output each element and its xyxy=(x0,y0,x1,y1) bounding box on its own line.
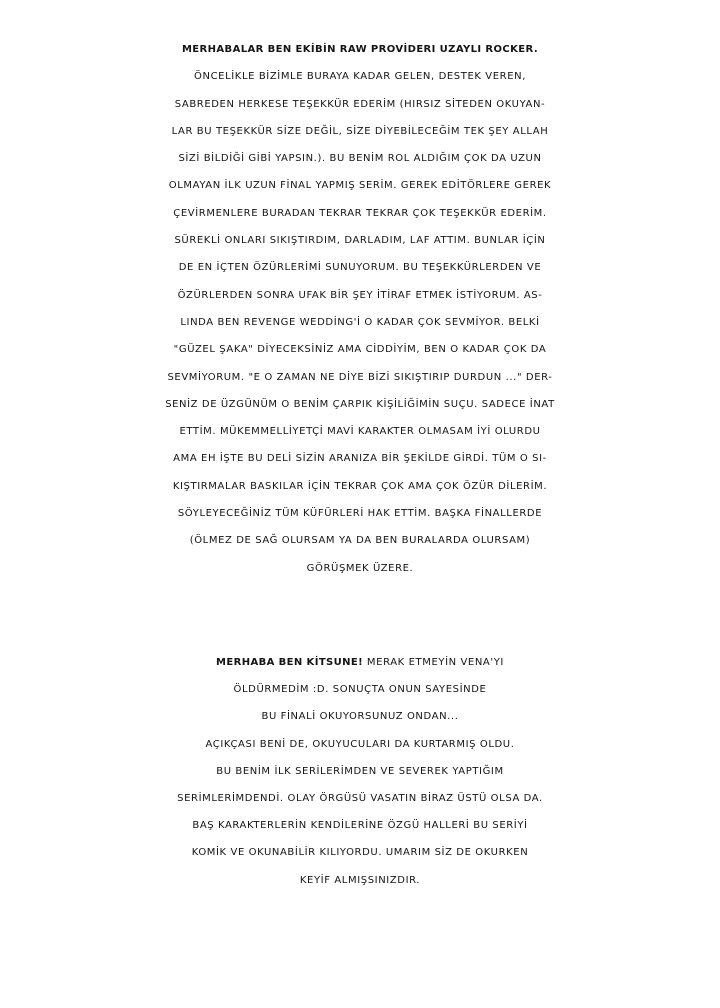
note-line: BU FİNALİ OKUYORSUNUZ ONDAN... xyxy=(261,711,459,723)
note-line: KEYİF ALMIŞSINIZDIR. xyxy=(299,874,421,886)
note-line-rest: MERAK ETMEYİN VENA'YI xyxy=(363,657,504,668)
note-line: SABREDEN HERKESE TEŞEKKÜR EDERİM (HIRSIZ SİTEDEN OKUYAN- xyxy=(174,98,546,110)
note-first-line xyxy=(0,649,720,676)
note-line: OLMAYAN İLK UZUN FİNAL YAPMIŞ SERİM. GEREK EDİTÖRLERE GEREK xyxy=(168,180,552,192)
note-heading: MERHABA BEN KİTSUNE! xyxy=(216,657,364,668)
note-line: KOMİK VE OKUNABİLİR KILIYORDU. UMARIM SİZ DE OKURKEN xyxy=(191,847,529,859)
note-line: GÖRÜŞMEK ÜZERE. xyxy=(306,562,414,574)
note-line: SÖYLEYECEĞİNİZ TÜM KÜFÜRLERİ HAK ETTİM. BAŞKA FİNALLERDE xyxy=(177,508,543,520)
note-line: ÖZÜRLERDEN SONRA UFAK BİR ŞEY İTİRAF ETMEK İSTİYORUM. AS- xyxy=(177,289,543,301)
note-heading: MERHABALAR BEN EKİBİN RAW PROVİDERI UZAYLI ROCKER. xyxy=(181,44,539,55)
note-line: BU BENİM İLK SERİLERİMDEN VE SEVEREK YAPTIĞIM xyxy=(216,765,504,777)
note-line: SÜREKLİ ONLARI SIKIŞTIRDIM, DARLADIM, LAF ATTIM. BUNLAR İÇİN xyxy=(174,235,546,247)
note-line: AMA EH İŞTE BU DELİ SİZİN ARANIZA BİR ŞEKİLDE GİRDİ. TÜM O SI- xyxy=(173,453,547,465)
note-line: SERİMLERİMDENDİ. OLAY ÖRGÜSÜ VASATIN BİRAZ ÜSTÜ OLSA DA. xyxy=(177,792,543,804)
note-line: SEVMİYORUM. "E O ZAMAN NE DİYE BİZİ SIKIŞTIRIP DURDUN ..." DER- xyxy=(167,371,553,383)
note-line: BAŞ KARAKTERLERİN KENDİLERİNE ÖZGÜ HALLERİ BU SERİYİ xyxy=(192,820,528,832)
note-line: SENİZ DE ÜZGÜNÜM O BENİM ÇARPIK KİŞİLİĞİMİN SUÇU. SADECE İNAT xyxy=(165,398,555,410)
note-line: AÇIKÇASI BENİ DE, OKUYUCULARI DA KURTARMIŞ OLDU. xyxy=(205,738,515,750)
note-line: LAR BU TEŞEKKÜR SİZE DEĞİL, SİZE DİYEBİLECEĞİM TEK ŞEY ALLAH xyxy=(171,125,549,137)
note-line: (ÖLMEZ DE SAĞ OLURSAM YA DA BEN BURALARDA OLURSAM) xyxy=(189,535,531,547)
note-line: KIŞTIRMALAR BASKILAR İÇİN TEKRAR ÇOK AMA ÇOK ÖZÜR DİLERİM. xyxy=(172,480,548,492)
note-line: ÖNCELİKLE BİZİMLE BURAYA KADAR GELEN, DESTEK VEREN, xyxy=(194,71,526,83)
raw-provider-note xyxy=(0,36,720,582)
note-line: ÖLDÜRMEDİM :D. SONUÇTA ONUN SAYESİNDE xyxy=(233,684,487,696)
note-line: DE EN İÇTEN ÖZÜRLERİMİ SUNUYORUM. BU TEŞEKKÜRLERDEN VE xyxy=(178,262,542,274)
translator-note xyxy=(0,649,720,894)
note-line: ÇEVİRMENLERE BURADAN TEKRAR TEKRAR ÇOK TEŞEKKÜR EDERİM. xyxy=(173,207,547,219)
note-line: "GÜZEL ŞAKA" DİYECEKSİNİZ AMA CİDDİYİM, BEN O KADAR ÇOK DA xyxy=(173,344,547,356)
note-line: SİZİ BİLDİĞİ GİBİ YAPSIN.). BU BENİM ROL ALDIĞIM ÇOK DA UZUN xyxy=(178,153,542,165)
note-line: ETTİM. MÜKEMMELLİYETÇİ MAVİ KARAKTER OLMASAM İYİ OLURDU xyxy=(179,426,541,438)
note-line: LINDA BEN REVENGE WEDDİNG'İ O KADAR ÇOK SEVMİYOR. BELKİ xyxy=(180,316,540,328)
